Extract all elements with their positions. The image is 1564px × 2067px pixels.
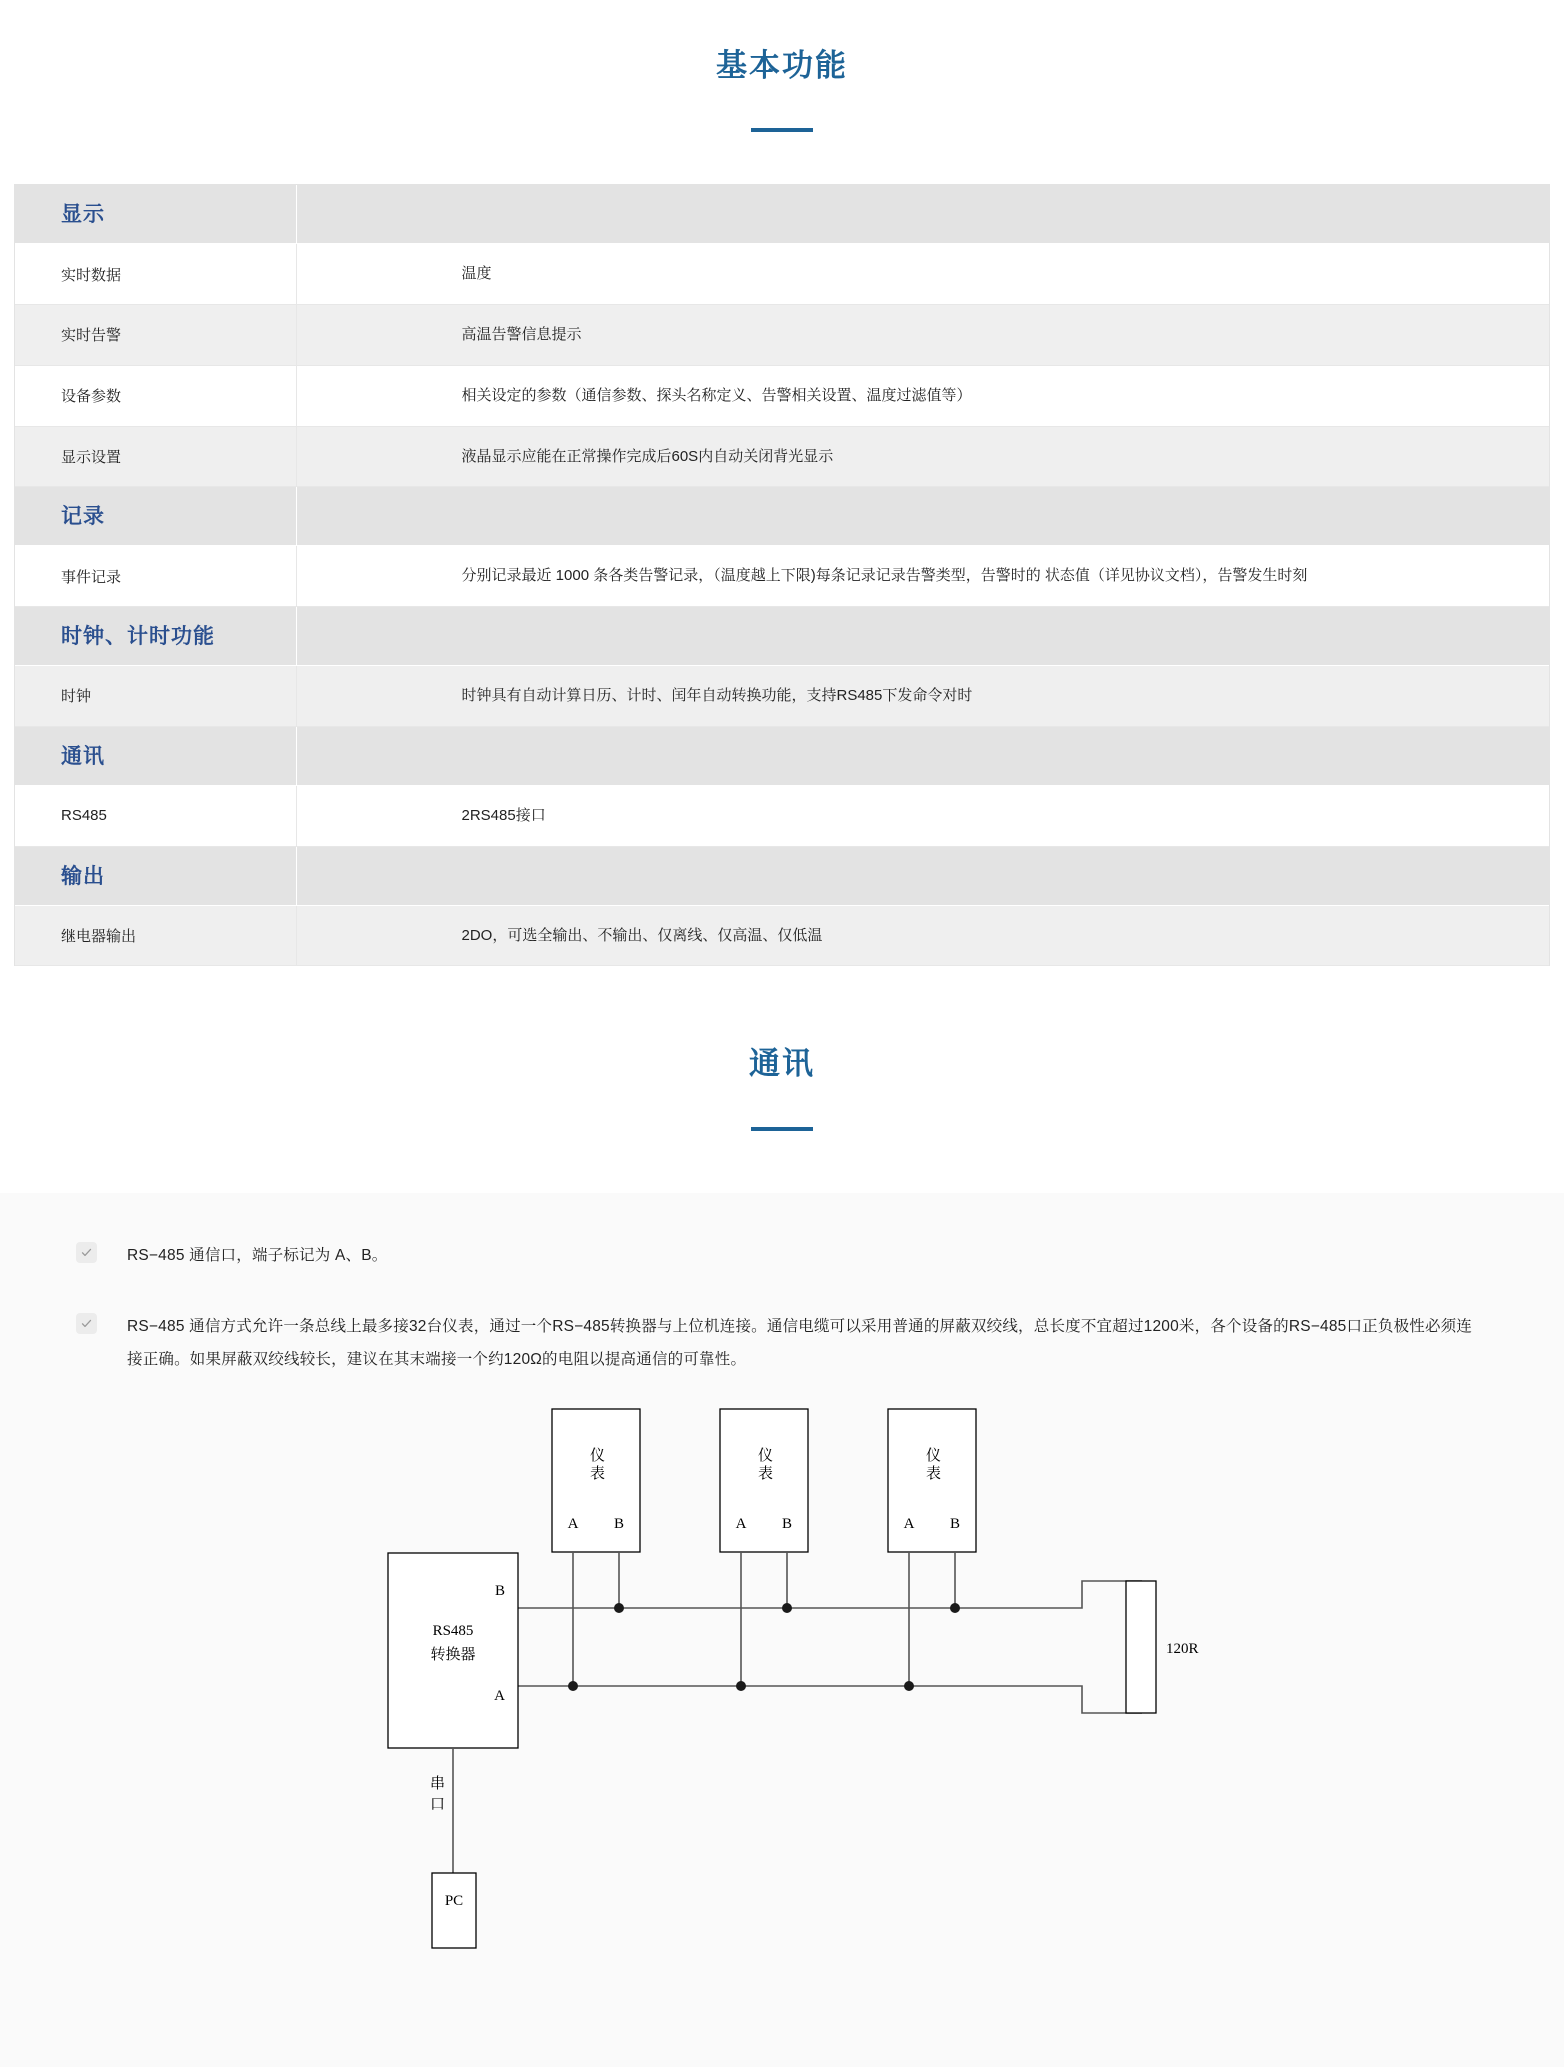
converter-terminal-a-label: A <box>494 1687 505 1704</box>
meter-3-terminal-b: B <box>949 1515 961 1532</box>
table-row <box>15 365 1549 426</box>
spec-item-value: 温度 <box>296 244 1549 305</box>
meter-3-terminal-a: A <box>903 1515 915 1532</box>
junction-dot-3a <box>904 1681 914 1691</box>
spec-group-row <box>15 607 1549 666</box>
meter-2-terminal-a: A <box>735 1515 747 1532</box>
communication-note-text: RS−485 通信方式允许一条总线上最多接32台仪表，通过一个RS−485转换器与上位机连接。通信电缆可以采用普通的屏蔽双绞线，总长度不宜超过1200米，各个设备的RS−485口正负极性必须连接正确。如果屏蔽双绞线较长，建议在其末端接一个约120Ω的电阻以提高通信的可靠性。 <box>127 1317 1473 1369</box>
spec-item-label: RS485 <box>15 785 296 846</box>
spec-item-value: 分别记录最近 1000 条各类告警记录，（温度越上下限)每条记录记录告警类型，告警时的 状态值（详见协议文档），告警发生时刻 <box>296 546 1549 607</box>
spec-item-value: 液晶显示应能在正常操作完成后60S内自动关闭背光显示 <box>296 426 1549 487</box>
junction-dot-3b <box>950 1603 960 1613</box>
wiring-diagram-svg <box>282 1403 1282 2023</box>
page-title: 基本功能 <box>716 48 848 83</box>
communication-header <box>0 966 1564 1130</box>
spec-table-container <box>14 184 1550 966</box>
table-row <box>15 426 1549 487</box>
meter-1-terminal-b: B <box>613 1515 625 1532</box>
spec-group-value <box>296 185 1549 244</box>
table-row <box>15 305 1549 366</box>
spec-group-label: 通讯 <box>15 726 296 785</box>
spec-item-label: 实时数据 <box>15 244 296 305</box>
junction-dot-2a <box>736 1681 746 1691</box>
spec-item-label: 事件记录 <box>15 546 296 607</box>
spec-item-label: 继电器输出 <box>15 905 296 966</box>
table-row <box>15 244 1549 305</box>
meter-1-terminal-a: A <box>567 1515 579 1532</box>
spec-group-row <box>15 726 1549 785</box>
spec-group-label: 输出 <box>15 846 296 905</box>
basic-function-header <box>0 0 1564 132</box>
spec-table <box>15 185 1549 966</box>
table-row <box>15 546 1549 607</box>
list-item <box>76 1310 1484 1377</box>
pc-box <box>432 1873 476 1948</box>
meter-label-3: 仪表 <box>924 1446 940 1483</box>
table-row <box>15 666 1549 727</box>
serial-port-label-line2: 口 <box>429 1796 445 1813</box>
spec-item-label: 时钟 <box>15 666 296 727</box>
spec-item-value: 2RS485接口 <box>296 785 1549 846</box>
check-icon <box>76 1242 97 1263</box>
junction-dot-1b <box>614 1603 624 1613</box>
converter-label-line1: RS485 <box>432 1622 474 1639</box>
serial-port-label-line1: 串 <box>429 1775 445 1792</box>
title-underline-2 <box>751 1127 813 1131</box>
table-row <box>15 785 1549 846</box>
table-row <box>15 905 1549 966</box>
title-underline <box>751 128 813 132</box>
meter-label-1-char1: 仪表 <box>588 1446 604 1483</box>
converter-terminal-b-label: B <box>494 1582 505 1599</box>
spec-item-value: 时钟具有自动计算日历、计时、闰年自动转换功能，支持RS485下发命令对时 <box>296 666 1549 727</box>
meter-2-terminal-b: B <box>781 1515 793 1532</box>
spec-item-value: 相关设定的参数（通信参数、探头名称定义、告警相关设置、温度过滤值等） <box>296 365 1549 426</box>
terminating-resistor-box <box>1126 1581 1156 1713</box>
spec-item-value: 2DO，可选全输出、不输出、仅离线、仅高温、仅低温 <box>296 905 1549 966</box>
meter-label-2: 仪表 <box>756 1446 772 1483</box>
list-item <box>76 1239 1484 1272</box>
spec-group-row <box>15 487 1549 546</box>
spec-group-value <box>296 726 1549 785</box>
junction-dot-1a <box>568 1681 578 1691</box>
spec-item-label: 设备参数 <box>15 365 296 426</box>
junction-dot-2b <box>782 1603 792 1613</box>
communication-note-text: RS−485 通信口，端子标记为 A、B。 <box>127 1246 388 1264</box>
spec-group-row <box>15 185 1549 244</box>
spec-group-value <box>296 846 1549 905</box>
rs485-wiring-diagram <box>0 1403 1564 2023</box>
spec-group-label: 显示 <box>15 185 296 244</box>
communication-panel <box>0 1193 1564 2067</box>
communication-note-list <box>0 1239 1564 1377</box>
spec-group-label: 时钟、计时功能 <box>15 607 296 666</box>
spec-item-value: 高温告警信息提示 <box>296 305 1549 366</box>
section-title-communication: 通讯 <box>749 1046 815 1082</box>
spec-group-value <box>296 487 1549 546</box>
resistor-value-label: 120R <box>1166 1640 1199 1657</box>
spec-item-label: 显示设置 <box>15 426 296 487</box>
spec-group-value <box>296 607 1549 666</box>
spec-group-label: 记录 <box>15 487 296 546</box>
pc-label: PC <box>444 1892 464 1909</box>
converter-label-line2: 转换器 <box>430 1646 476 1663</box>
check-icon <box>76 1313 97 1334</box>
spec-item-label: 实时告警 <box>15 305 296 366</box>
spec-group-row <box>15 846 1549 905</box>
